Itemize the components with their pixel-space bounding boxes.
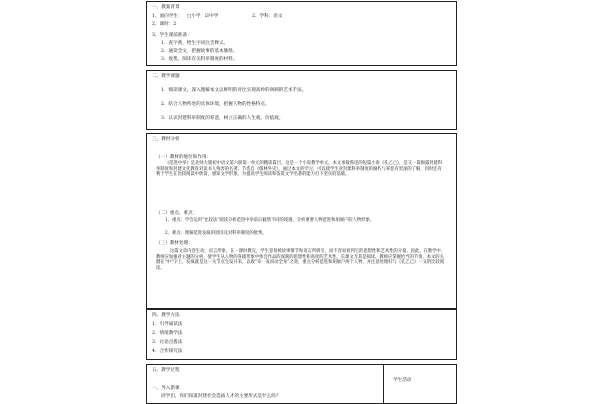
student-prep-title: 3、学生课前准备：: [152, 33, 192, 38]
paragraph-role: 《范进中举》是北师大版初中语文第六册第一单元的精读篇目，这是一个小说教学单元。本文承接鲁迅的短篇小说《孔乙己》，是又一篇揭露封建科举制度和封建文化教育对读书人残害的名著。节选自《儒林外史》，通过本文的学习，可以使学生对封建科举制度的腐朽与罪恶有更深的了解，同时还有利于学生在比较阅读中欣赏、感知文学形象，为提高学生阅读和鉴赏文学名著的能力打下坚实的基础。: [156, 161, 443, 178]
section-process: [146, 364, 457, 404]
section-methods: [146, 309, 457, 360]
section-heading: 三、教材分析: [152, 137, 180, 142]
step-heading: 一、导入新课: [152, 386, 180, 391]
subheading-role: （一）教材的地位和作用：: [156, 155, 212, 160]
lesson-plan-document: [146, 0, 458, 400]
paragraph-difficulty: 2、难点：理解范进发疯的原因及对科举制度的批判。: [165, 231, 267, 236]
section-background: [146, 1, 457, 66]
paragraph-handling: 这篇文章内容生动，语言形象，在一课时教完，学生容易被故事情节和语言所吸引，而不容易看到它的思想性和艺术性的分量。因此，在教学中，教师应加强对主题的分析，使学生从人物的喜剧形象中体会作品的深刻的思想性和高度的艺术性。长课文尤其是阅读，教师应掌握恰当的节奏，本文的关键在“中”字上，发疯就是这一关节点生发开来，以收“牵一发而动全身”之效，重点分析范进和胡屠户两个人物，并注意处理好与《孔乙己》一文的比较阅读。: [156, 249, 445, 271]
paragraph-key-point: 1、重点：学会运用“比较法”阅读分析范进中举前后截然不同的境遇，分析重要人物范进和胡屠户的人物形象。: [165, 218, 375, 223]
step-paragraph: 同学们，你们知道封建社会选拔人才的主要形式是什么吗？: [161, 394, 281, 399]
option-middle: ☑中学: [205, 14, 219, 19]
option-primary: □小学: [187, 14, 201, 19]
audience-label: 1、面向学生：: [152, 14, 183, 19]
method-item: 3．讨论点拨法: [152, 340, 183, 345]
method-item: 4．合作探究法: [152, 349, 183, 354]
method-item: 2．情境教学法: [152, 331, 183, 336]
subheading-key-points: （二）重点，难点：: [156, 211, 198, 216]
prep-item: 2．通读全文，把握故事的基本脉络。: [161, 49, 238, 54]
student-activity-header: 学生活动: [393, 378, 412, 383]
section-heading: 四、教学方法: [152, 313, 180, 318]
topic-item: 2．结合人物所处的具体环境，把握人物的性格特点。: [161, 102, 270, 107]
prep-item: 3．收集、阅读有关科举制度的材料。: [161, 57, 238, 62]
lesson-count: 2、课时：2: [152, 22, 177, 27]
subject-label: 2、学科：语文: [252, 14, 283, 19]
section-analysis: [146, 133, 457, 309]
column-divider: [383, 365, 384, 403]
prep-item: 1．查字典，给生字词注音释义。: [161, 41, 229, 46]
section-heading: 二、教学课题: [152, 74, 180, 79]
section-topic: [146, 70, 457, 130]
method-item: 1．引导诵读法: [152, 322, 183, 327]
section-heading: 五、教学过程: [152, 368, 180, 373]
subheading-handling: （三）教材处理：: [156, 241, 193, 246]
topic-item: 1．细读课文，深入理解本文以鲜明的对比实现高妙的讽刺的艺术手法。: [161, 88, 307, 93]
topic-item: 3．认识封建科举制度的罪恶，树立正确的人生观、价值观。: [161, 116, 284, 121]
section-heading: 一、教案背景: [152, 5, 180, 10]
